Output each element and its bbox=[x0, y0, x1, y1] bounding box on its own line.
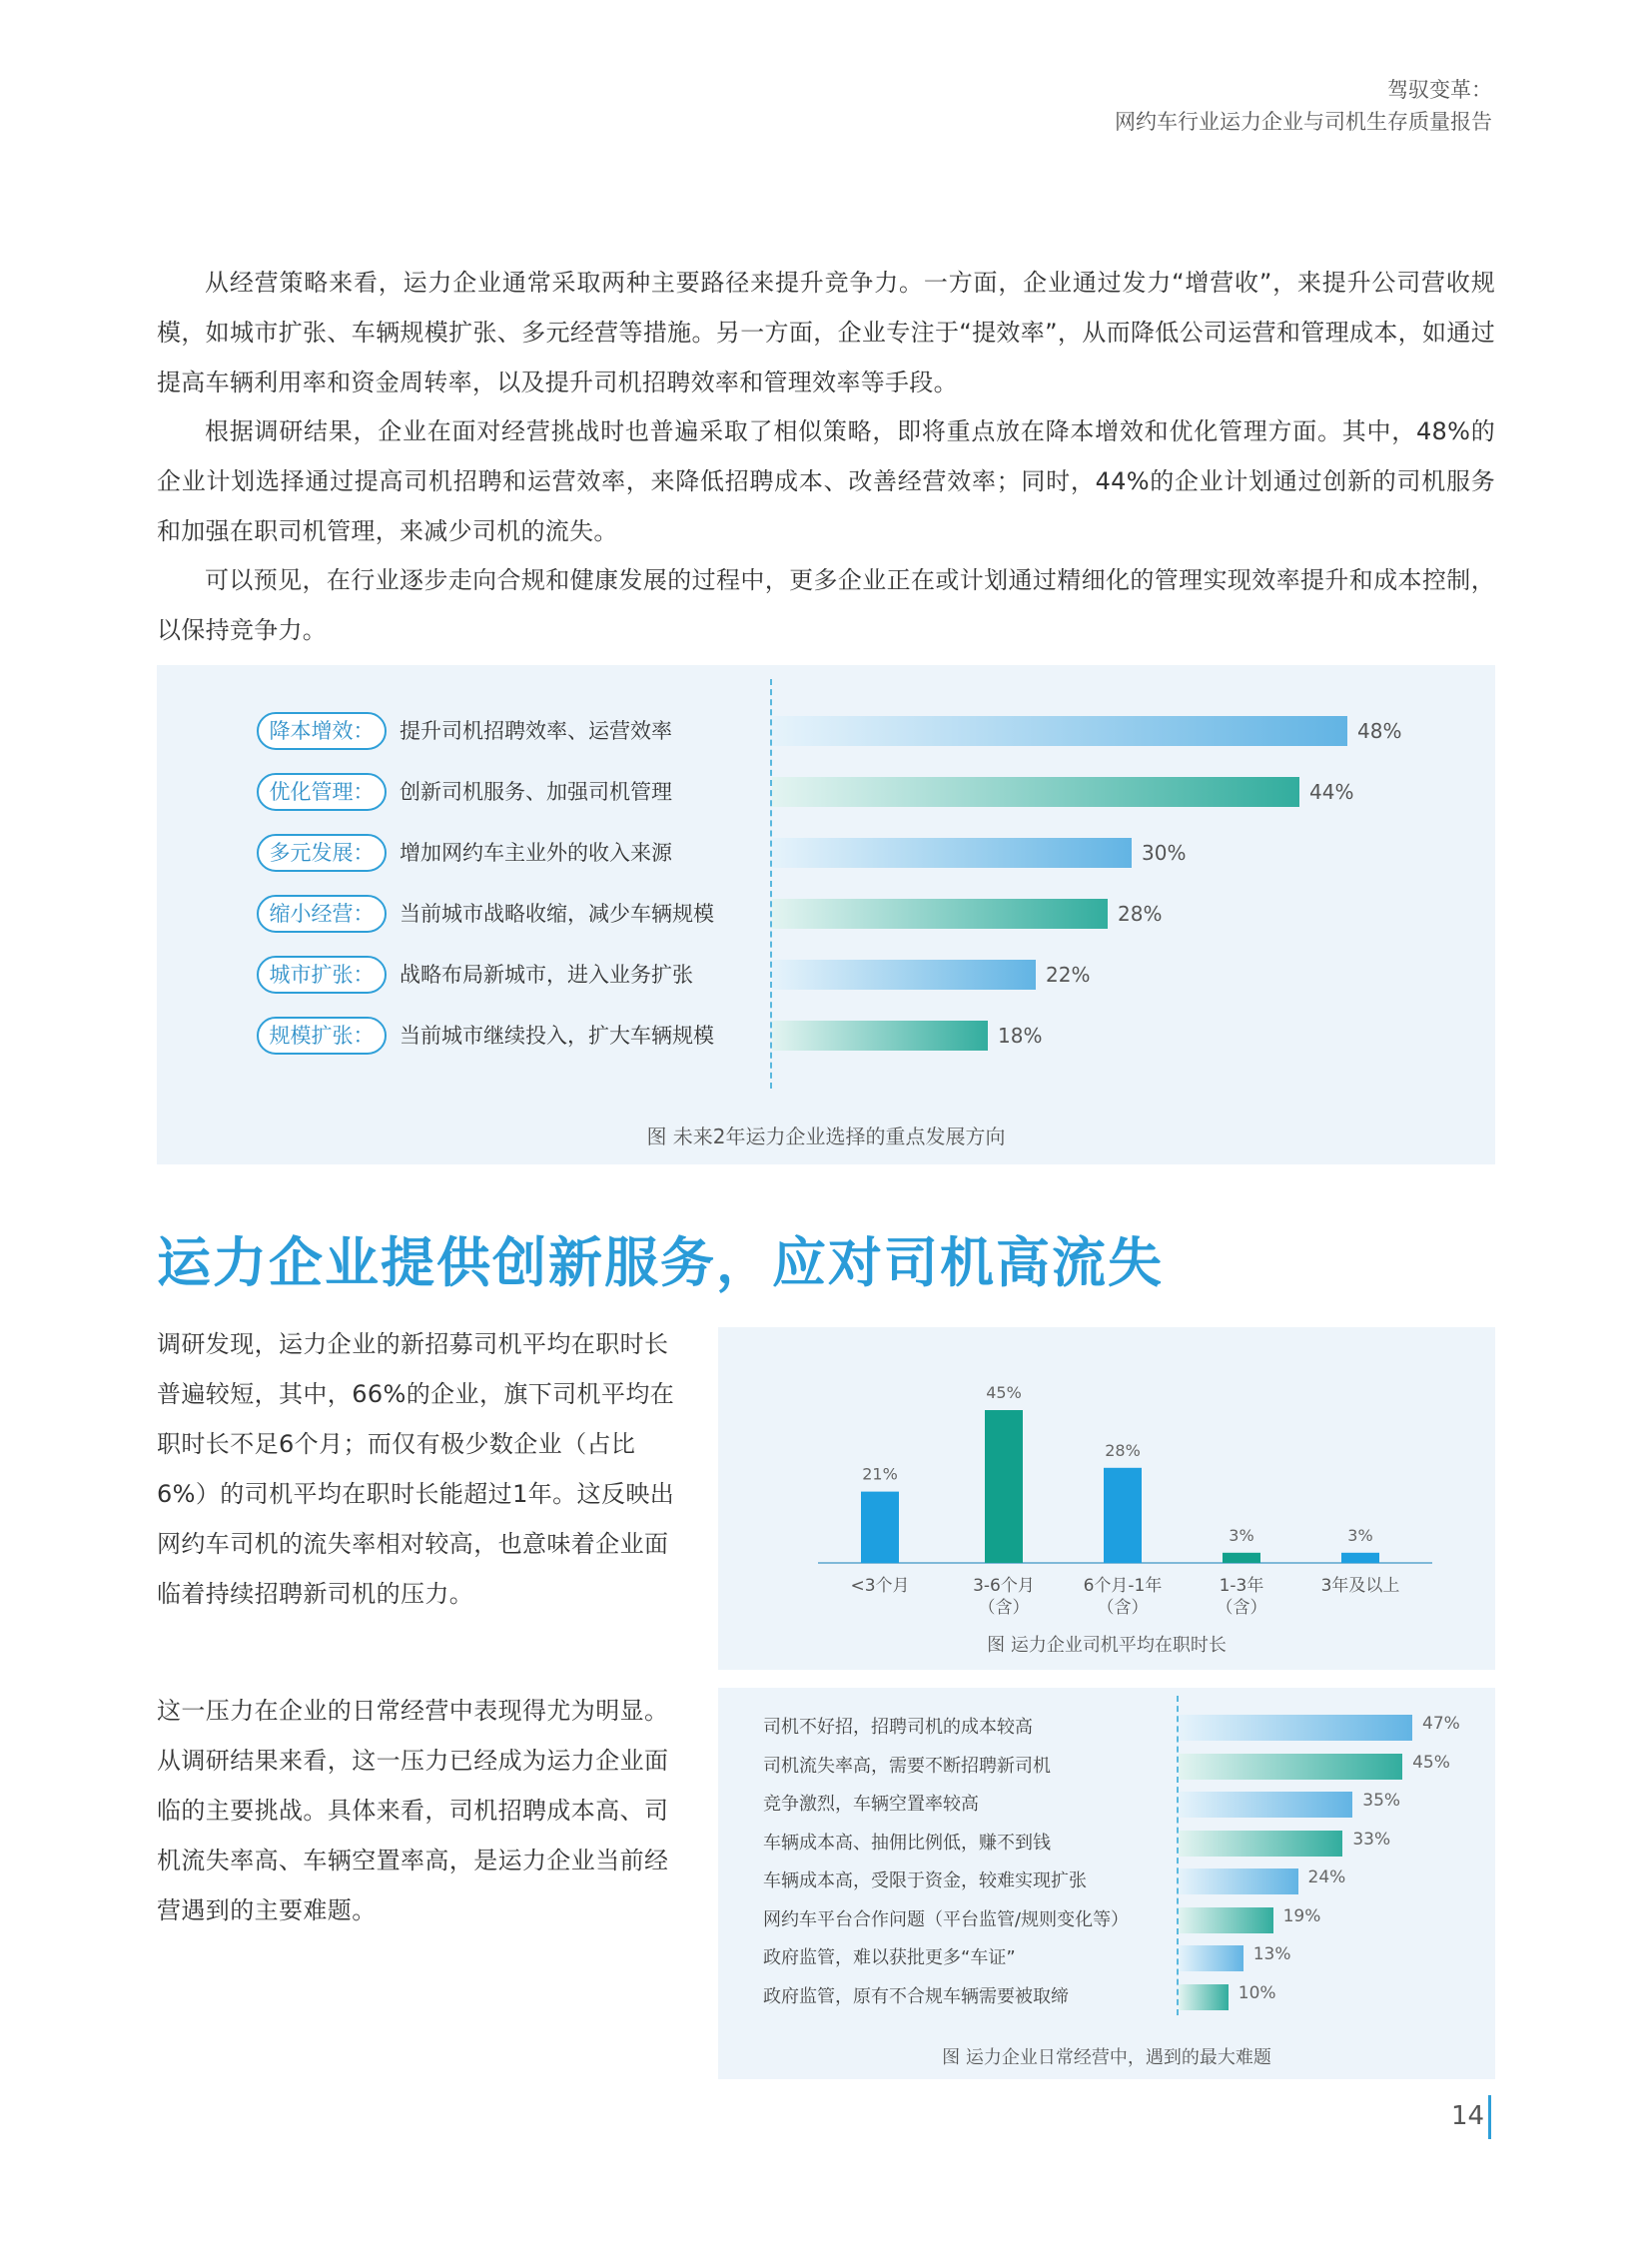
chart-caption-difficulties: 图 运力企业日常经营中，遇到的最大难题 bbox=[942, 2047, 1271, 2068]
paragraph-2: 根据调研结果，企业在面对经营挑战时也普遍采取了相似策略，即将重点放在降本增效和优化管理方面。其中，48%的企业计划选择通过提高司机招聘和运营效率，来降低招聘成本、改善经营效率；同时，44%的企业计划通过创新的司机服务和加强在职司机管理，来减少司机的流失。 bbox=[157, 417, 1495, 545]
tick-label: （含） bbox=[1097, 1598, 1149, 1618]
bar bbox=[772, 960, 1036, 990]
section-title: 运力企业提供创新服务，应对司机高流失 bbox=[157, 1231, 1164, 1294]
bar bbox=[1179, 1754, 1402, 1780]
side-paragraph-1: 调研发现，运力企业的新招募司机平均在职时长普遍较短，其中，66%的企业，旗下司机平均在职时长不足6个月；而仅有极少数企业（占比6%）的司机平均在职时长能超过1年。这反映出网约车司机的流失率相对较高，也意味着企业面临着持续招聘新司机的压力。 bbox=[157, 1330, 675, 1608]
category-pill: 降本增效： bbox=[257, 712, 387, 750]
category-pill: 城市扩张： bbox=[257, 956, 387, 994]
tick-label: 6个月-1年 bbox=[1083, 1576, 1163, 1596]
tick-label: 3-6个月 bbox=[973, 1576, 1035, 1596]
value-label: 35% bbox=[1362, 1791, 1401, 1811]
bar bbox=[772, 1021, 988, 1051]
bar bbox=[772, 838, 1132, 868]
bar bbox=[1179, 1868, 1298, 1894]
paragraph-1: 从经营策略来看，运力企业通常采取两种主要路径来提升竞争力。一方面，企业通过发力“增营收”，来提升公司营收规模，如城市扩张、车辆规模扩张、多元经营等措施。另一方面，企业专注于“提效率”，从而降低公司运营和管理成本，如通过提高车辆利用率和资金周转率，以及提升司机招聘效率和管理效率等手段。 bbox=[157, 269, 1495, 396]
value-label: 3% bbox=[1347, 1525, 1373, 1545]
tick-label: 3年及以上 bbox=[1320, 1576, 1400, 1596]
value-label: 44% bbox=[1309, 780, 1354, 804]
page-number: 14 bbox=[1451, 2101, 1485, 2131]
category-description: 当前城市继续投入，扩大车辆规模 bbox=[400, 1024, 714, 1048]
category-label: 司机流失率高，需要不断招聘新司机 bbox=[763, 1756, 1051, 1777]
bar bbox=[1179, 1831, 1342, 1857]
chart-caption-development-direction: 图 未来2年运力企业选择的重点发展方向 bbox=[646, 1124, 1006, 1148]
value-label: 45% bbox=[986, 1383, 1022, 1402]
page-number-accent bbox=[1488, 2095, 1491, 2139]
category-pill: 多元发展： bbox=[257, 834, 387, 872]
header-line-1: 驾驭变革： bbox=[1387, 78, 1492, 102]
value-label: 21% bbox=[862, 1464, 898, 1484]
value-label: 18% bbox=[998, 1024, 1043, 1048]
bar bbox=[1179, 1715, 1412, 1741]
category-label: 竞争激烈，车辆空置率较高 bbox=[763, 1794, 979, 1815]
value-label: 24% bbox=[1307, 1868, 1346, 1887]
value-label: 45% bbox=[1412, 1753, 1450, 1773]
bar bbox=[1179, 1945, 1243, 1971]
bar bbox=[772, 777, 1299, 807]
category-label: 政府监管，难以获批更多“车证” bbox=[763, 1947, 1016, 1968]
header-line-2: 网约车行业运力企业与司机生存质量报告 bbox=[1115, 110, 1492, 134]
category-description: 提升司机招聘效率、运营效率 bbox=[400, 719, 672, 743]
tick-label: 1-3年 bbox=[1219, 1576, 1264, 1596]
category-pill: 缩小经营： bbox=[257, 895, 387, 933]
chart-caption-tenure: 图 运力企业司机平均在职时长 bbox=[987, 1635, 1227, 1656]
category-description: 当前城市战略收缩，减少车辆规模 bbox=[400, 902, 714, 926]
bar bbox=[985, 1410, 1023, 1563]
value-label: 28% bbox=[1105, 1440, 1141, 1460]
category-description: 增加网约车主业外的收入来源 bbox=[400, 841, 672, 865]
bar bbox=[1179, 1907, 1273, 1933]
category-label: 司机不好招，招聘司机的成本较高 bbox=[763, 1717, 1033, 1738]
value-label: 13% bbox=[1252, 1944, 1291, 1964]
side-paragraph-2: 这一压力在企业的日常经营中表现得尤为明显。从调研结果来看，这一压力已经成为运力企业面临的主要挑战。具体来看，司机招聘成本高、司机流失率高、车辆空置率高，是运力企业当前经营遇到的主要难题。 bbox=[157, 1697, 669, 1924]
category-description: 创新司机服务、加强司机管理 bbox=[400, 780, 672, 804]
category-pill: 优化管理： bbox=[257, 773, 387, 811]
tick-label: （含） bbox=[978, 1598, 1030, 1618]
bar bbox=[1223, 1553, 1260, 1563]
value-label: 22% bbox=[1046, 963, 1091, 987]
paragraph-3: 可以预见，在行业逐步走向合规和健康发展的过程中，更多企业正在或计划通过精细化的管理实现效率提升和成本控制，以保持竞争力。 bbox=[157, 566, 1495, 644]
tick-label: <3个月 bbox=[850, 1576, 910, 1596]
value-label: 28% bbox=[1118, 902, 1163, 926]
bar bbox=[772, 716, 1347, 746]
value-label: 19% bbox=[1282, 1906, 1321, 1926]
value-label: 30% bbox=[1142, 841, 1187, 865]
category-label: 车辆成本高、抽佣比例低，赚不到钱 bbox=[763, 1833, 1051, 1854]
category-label: 政府监管，原有不合规车辆需要被取缔 bbox=[763, 1986, 1069, 2007]
category-label: 车辆成本高，受限于资金，较难实现扩张 bbox=[763, 1870, 1087, 1891]
bar bbox=[1179, 1984, 1229, 2010]
value-label: 3% bbox=[1229, 1525, 1254, 1545]
value-label: 48% bbox=[1357, 719, 1402, 743]
running-header bbox=[1115, 74, 1492, 138]
category-pill: 规模扩张： bbox=[257, 1017, 387, 1055]
chart-driver-tenure bbox=[718, 1327, 1495, 1670]
value-label: 47% bbox=[1422, 1714, 1460, 1734]
bar bbox=[1341, 1553, 1379, 1563]
bar bbox=[1104, 1468, 1142, 1563]
value-label: 10% bbox=[1238, 1983, 1276, 2003]
bar bbox=[861, 1492, 899, 1563]
bar bbox=[1179, 1792, 1352, 1818]
tick-label: （含） bbox=[1216, 1598, 1267, 1618]
category-label: 网约车平台合作问题（平台监管/规则变化等） bbox=[763, 1909, 1130, 1930]
bar bbox=[772, 899, 1108, 929]
value-label: 33% bbox=[1352, 1830, 1391, 1850]
category-description: 战略布局新城市，进入业务扩张 bbox=[400, 963, 693, 987]
